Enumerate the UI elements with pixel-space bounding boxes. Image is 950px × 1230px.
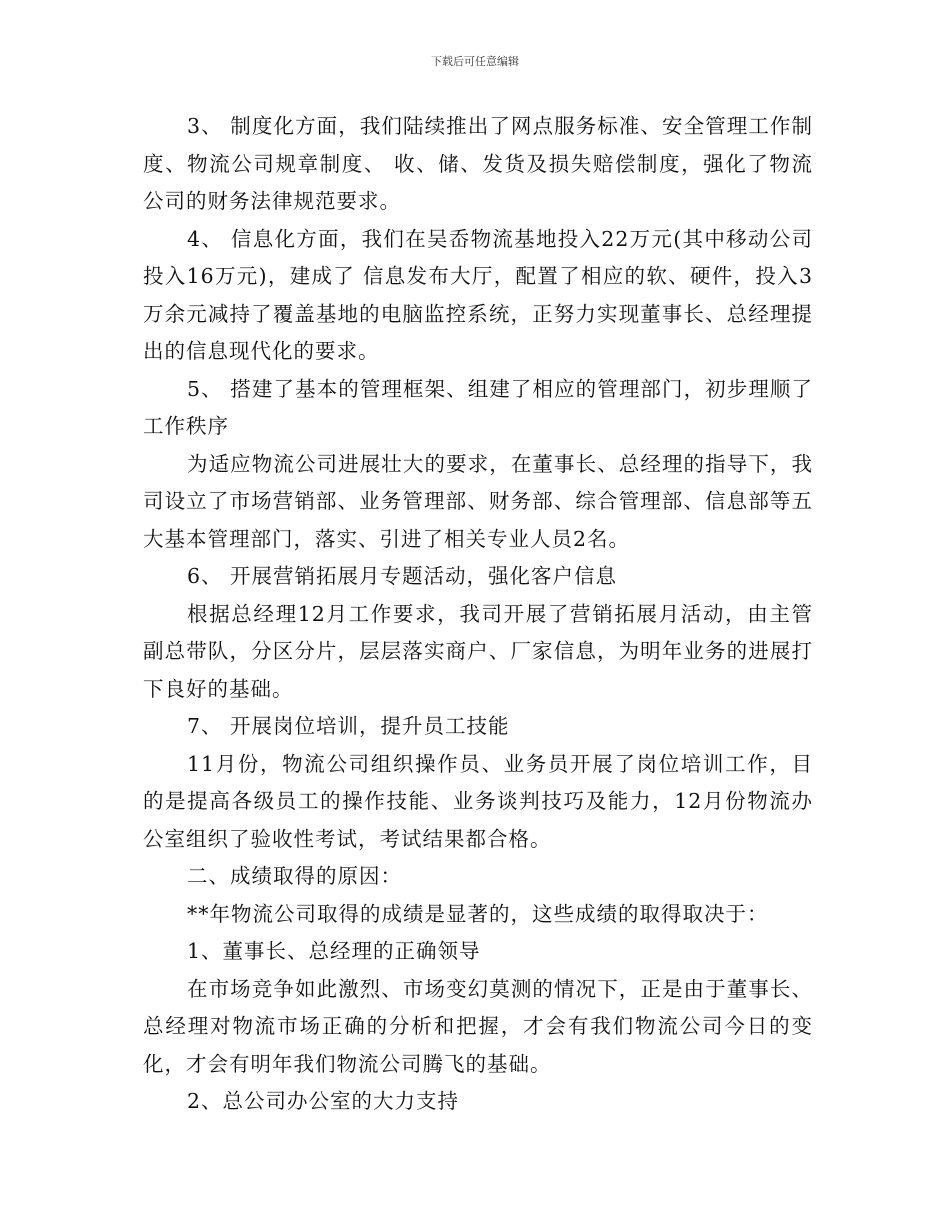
document-body bbox=[143, 108, 813, 1121]
paragraph-training-heading: 7、 开展岗位培训，提升员工技能 bbox=[187, 714, 510, 738]
paragraph-training-detail: 11月份，物流公司组织操作员、业务员开展了岗位培训工作，目的是提高各级员工的操作技能、业务谈判技巧及能力，12月份物流办公室组织了验收性考试，考试结果都合格。 bbox=[143, 751, 813, 851]
paragraph-marketing-heading: 6、 开展营销拓展月专题活动，强化客户信息 bbox=[187, 564, 618, 588]
paragraph-leadership-heading: 1、董事长、总经理的正确领导 bbox=[187, 939, 481, 963]
section-heading-reasons: 二、成绩取得的原因： bbox=[187, 864, 402, 888]
page-header-note: 下载后可任意编辑 bbox=[431, 55, 519, 68]
paragraph-institutionalization: 3、 制度化方面，我们陆续推出了网点服务标准、安全管理工作制度、物流公司规章制度、 收、储、发货及损失赔偿制度，强化了物流公司的财务法律规范要求。 bbox=[143, 114, 813, 213]
paragraph-marketing-activity: 根据总经理12月工作要求，我司开展了营销拓展月活动，由主管副总带队，分区分片，层层落实商户、厂家信息，为明年业务的进展打下良好的基础。 bbox=[143, 601, 813, 701]
paragraph-achievements: **年物流公司取得的成绩是显著的，这些成绩的取得取决于： bbox=[187, 901, 769, 926]
paragraph-leadership-detail: 在市场竞争如此激烈、市场变幻莫测的情况下，正是由于董事长、总经理对物流市场正确的分析和把握，才会有我们物流公司今日的变化，才会有明年我们物流公司腾飞的基础。 bbox=[143, 976, 813, 1076]
paragraph-departments: 为适应物流公司进展壮大的要求，在董事长、总经理的指导下，我司设立了市场营销部、业务管理部、财务部、综合管理部、信息部等五大基本管理部门，落实、引进了相关专业人员2名。 bbox=[143, 451, 813, 551]
paragraph-office-support-heading: 2、总公司办公室的大力支持 bbox=[187, 1089, 460, 1113]
paragraph-informatization: 4、 信息化方面，我们在吴岙物流基地投入22万元(其中移动公司投入16万元)，建成了 信息发布大厅，配置了相应的软、硬件，投入3万余元减持了覆盖基地的电脑监控系统，正努力实现董事长、总经理提出的信息现代化的要求。 bbox=[143, 226, 813, 363]
paragraph-management-framework: 5、 搭建了基本的管理框架、组建了相应的管理部门，初步理顺了工作秩序 bbox=[143, 376, 813, 438]
